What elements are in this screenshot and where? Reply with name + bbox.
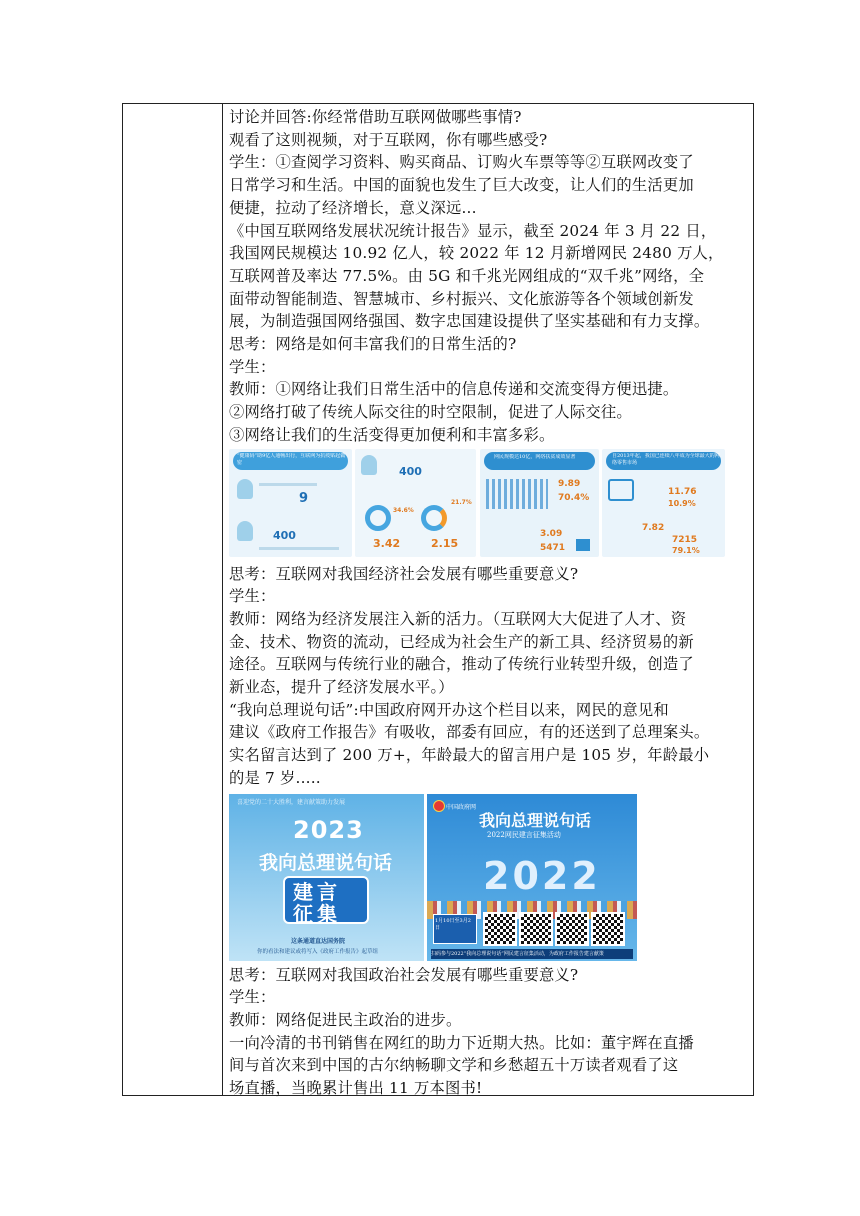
poster-footer: 这条通道直达国务院 [291,937,346,945]
poster-year: 2023 [293,815,364,844]
stat-number: 3.09 [540,528,563,539]
bar-decoration [259,483,317,486]
text-line: 教师：网络促进民主政治的进步。 [229,1010,462,1029]
infographic-panel-ecommerce [602,449,725,557]
text-block-c [229,964,751,1100]
text-line: 学生：①查阅学习资料、购买商品、订购火车票等等②互联网改变了 [229,153,694,172]
qr-code-icon [555,912,589,946]
poster-caption: 扫码参与2022“我向总理说句话”网民建言征集活动，为政府工作报告建言献策 [431,949,633,959]
stat-number: 400 [399,464,422,478]
text-line: 讨论并回答:你经常借助互联网做哪些事情? [229,108,522,126]
poster-year: 2022 [483,853,601,898]
qr-code-icon [519,912,553,946]
text-line: 途径。互联网与传统行业的融合，推动了传统行业转型升级，创造了 [229,655,694,674]
ring-chart-icon [365,505,391,531]
panel-banner-text: 网民规模达10亿，网络扶贫成效显著 [494,453,576,460]
text-block-b [229,563,751,790]
text-line: 教师：网络为经济发展注入新的活力。（互联网大大促进了人才、资 [229,609,687,628]
text-line: 思考：互联网对我国经济社会发展有哪些重要意义? [229,564,579,583]
infographic-panel-health-code [229,449,352,557]
text-line: 教师：①网络让我们日常生活中的信息传递和交流变得方便迅捷。 [229,380,679,399]
text-line: 便捷，拉动了经济增长，意义深远... [229,198,477,217]
stat-number: 3.42 [373,536,401,550]
bar-decoration [259,547,339,550]
stat-number: 400 [273,528,296,542]
qr-code-icon [483,912,517,946]
text-line: 互联网普及率达 77.5%。由 5G 和千兆光网组成的“双千兆”网络，全 [229,266,705,285]
text-line: 面带动智能制造、智慧城市、乡村振兴、文化旅游等各个领域创新发 [229,289,694,308]
text-line: 新业态，提升了经济发展水平。） [229,678,454,697]
poster-top-text: 喜迎党的二十大胜利，建言献策助力发展 [237,798,346,806]
text-line: 一向冷清的书刊销售在网红的助力下近期大热。比如：董宇辉在直播 [229,1033,694,1052]
column-divider [222,104,223,1095]
panel-banner-text: 自2013年起，我国已连续八年成为全球最大的网络零售市场 [612,452,720,466]
poster-subtitle: 2022网民建言征集活动 [487,830,561,839]
text-line: 我国网民规模达 10.92 亿人，较 2022 年 12 月新增网民 2480 万人， [229,244,724,263]
text-line: 展，为制造强国网络强国、数字忠国建设提供了坚实基础和有力支撑。 [229,312,710,331]
text-block-a [229,106,751,447]
stat-number: 9 [299,490,309,506]
stat-number: 9.89 [558,478,581,489]
poster-title: 我向总理说句话 [259,851,393,874]
internet-statistics-infographic [229,449,751,560]
stat-number: 7.82 [642,522,665,533]
poster-2023 [229,794,424,961]
text-line: 学生： [229,988,276,1007]
text-line: ②网络打破了传统人际交往的时空限制，促进了人际交往。 [229,403,632,422]
text-line: 学生： [229,587,276,606]
stat-percent: 79.1% [672,545,700,555]
text-line: 思考：互联网对我国政治社会发展有哪些重要意义? [229,965,579,984]
stat-number: 7215 [672,534,698,545]
stat-percent: 34.6% [393,506,414,514]
text-line: 思考：网络是如何丰富我们的日常生活的? [229,335,517,354]
people-dots-icon [486,479,548,509]
person-icon [361,455,377,475]
stat-percent: 10.9% [668,498,696,508]
text-line: 学生： [229,357,276,376]
stat-percent: 21.7% [451,498,472,506]
person-icon [237,521,253,541]
qr-code-icon [591,912,625,946]
house-icon [576,539,590,551]
panel-banner-text: “健康码”助9亿人通畅出行，互联网为抗疫贴起做密 [237,452,346,466]
stat-number: 2.15 [431,536,459,550]
text-line: 金、技术、物资的流动，已经成为社会生产的新工具、经济贸易的新 [229,632,694,651]
infographic-panel-poverty [480,449,599,557]
stat-percent: 70.4% [558,492,590,503]
stat-number: 5471 [540,542,566,553]
poster-badge-text: 征集 [293,901,341,926]
text-line: 场直播，当晚累计售出 11 万本图书! [229,1079,483,1098]
ring-chart-icon [421,505,447,531]
person-icon [237,479,253,499]
content-cell [229,106,751,1100]
text-line: 的是 7 岁..... [229,768,321,787]
text-line: 实名留言达到了 200 万+，年龄最大的留言用户是 105 岁，年龄最小 [229,746,710,765]
poster-title: 我向总理说句话 [479,810,592,830]
text-line: 建议《政府工作报告》有吸收，部委有回应，有的还送到了总理案头。 [229,723,710,742]
infographic-panel-users [355,449,476,557]
stat-number: 11.76 [668,486,697,497]
cart-icon [608,479,634,501]
text-line: “我向总理说句话”:中国政府网开办这个栏目以来，网民的意见和 [229,700,669,719]
text-line: 观看了这则视频，对于互联网，你有哪些感受? [229,130,548,149]
poster-badge-text: 建言 [293,879,341,904]
emblem-icon [433,800,445,812]
text-line: ③网络让我们的生活变得更加便利和丰富多彩。 [229,425,555,444]
poster-footer: 你的看法和建议或将写入《政府工作报告》起草组 [257,948,379,955]
poster-logo-text: 中国政府网 [446,803,477,811]
text-line: 《中国互联网络发展状况统计报告》显示，截至 2024 年 3 月 22 日， [229,221,717,240]
suggestion-campaign-posters [229,794,751,961]
text-line: 日常学习和生活。中国的面貌也发生了巨大改变，让人们的生活更加 [229,176,694,195]
poster-2022 [427,794,637,961]
poster-date-text: 1月10日至3月2日 [435,917,471,931]
text-line: 间与首次来到中国的古尔纳畅聊文学和乡愁超五十万读者观看了这 [229,1056,679,1075]
lesson-table [122,103,754,1096]
